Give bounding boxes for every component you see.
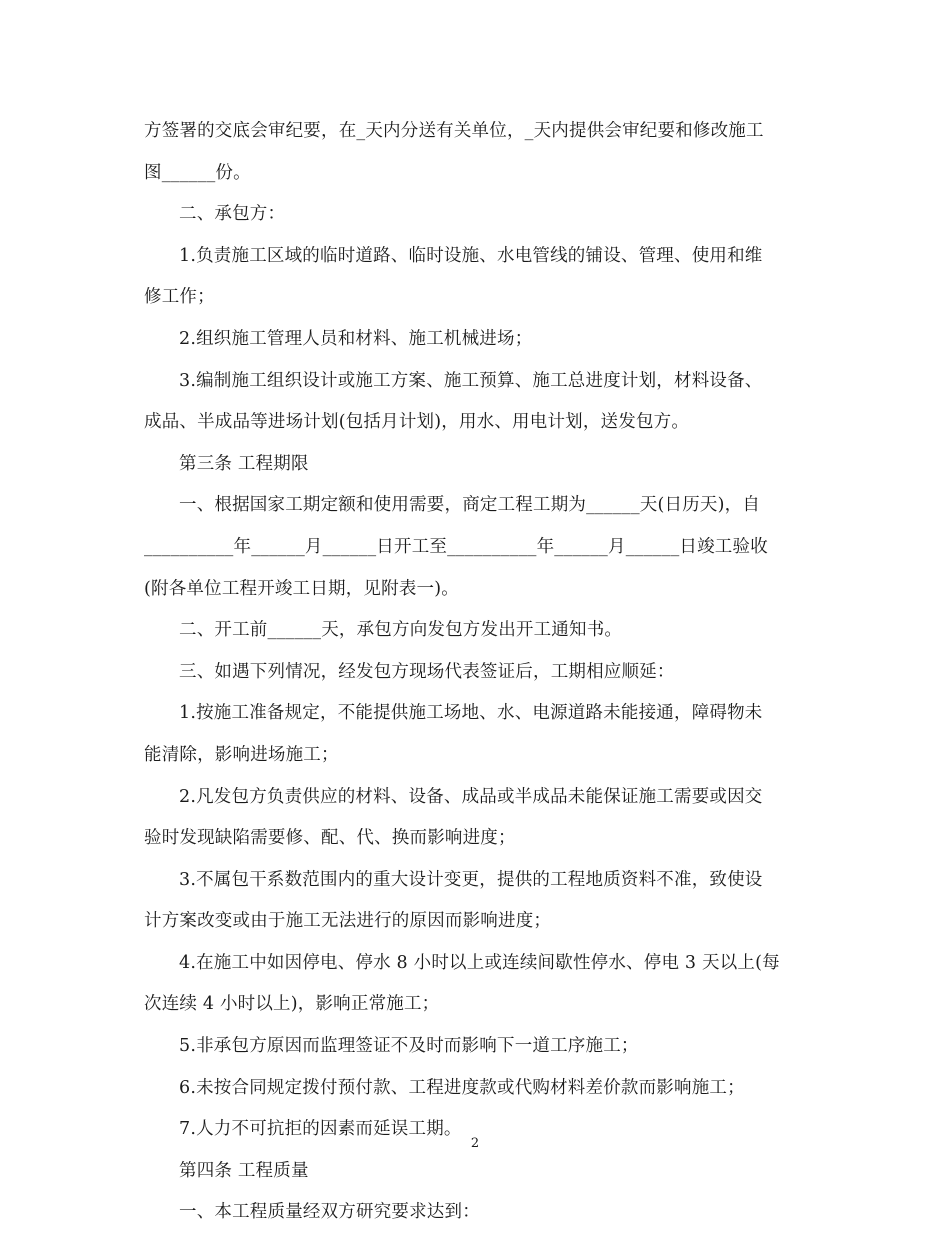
text-line: 修工作； bbox=[144, 287, 215, 308]
document-body bbox=[144, 111, 804, 1234]
text-line: 4.在施工中如因停电、停水 8 小时以上或连续间歇性停水、停电 3 天以上(每 bbox=[179, 952, 780, 973]
text-line: 一、本工程质量经双方研究要求达到： bbox=[179, 1202, 480, 1223]
text-line: 二、承包方： bbox=[179, 204, 286, 225]
text-line: 成品、半成品等进场计划(包括月计划)，用水、用电计划，送发包方。 bbox=[144, 412, 690, 433]
text-line: 一、根据国家工期定额和使用需要，商定工程工期为______天(日历天)，自 bbox=[179, 495, 761, 516]
page-number: 2 bbox=[470, 1136, 480, 1151]
text-line: 验时发现缺陷需要修、配、代、换而影响进度； bbox=[144, 828, 516, 849]
text-line: 方签署的交底会审纪要，在_天内分送有关单位，_天内提供会审纪要和修改施工 bbox=[144, 121, 764, 141]
text-line: 2.凡发包方负责供应的材料、设备、成品或半成品未能保证施工需要或因交 bbox=[179, 786, 763, 807]
text-line: 2.组织施工管理人员和材料、施工机械进场； bbox=[179, 328, 533, 349]
text-line: 3.编制施工组织设计或施工方案、施工预算、施工总进度计划，材料设备、 bbox=[179, 370, 763, 391]
text-line: 能清除，影响进场施工； bbox=[144, 744, 339, 765]
text-line: 图______份。 bbox=[144, 162, 251, 183]
text-line: (附各单位工程开竣工日期，见附表一)。 bbox=[144, 578, 459, 599]
text-line: 二、开工前______天，承包方向发包方发出开工通知书。 bbox=[179, 620, 623, 641]
text-line: __________年______月______日开工至__________年______月______日竣工验收 bbox=[144, 536, 768, 557]
text-line: 3.不属包干系数范围内的重大设计变更，提供的工程地质资料不准，致使设 bbox=[179, 869, 763, 890]
text-line: 5.非承包方原因而监理签证不及时而影响下一道工序施工； bbox=[179, 1036, 639, 1057]
text-line: 三、如遇下列情况，经发包方现场代表签证后，工期相应顺延： bbox=[179, 661, 675, 682]
text-line: 计方案改变或由于施工无法进行的原因而影响进度； bbox=[144, 911, 552, 932]
text-line: 6.未按合同规定拨付预付款、工程进度款或代购材料差价款而影响施工； bbox=[179, 1077, 745, 1098]
text-line: 1.按施工准备规定，不能提供施工场地、水、电源道路未能接通，障碍物未 bbox=[179, 703, 763, 724]
text-line: 第四条 工程质量 bbox=[179, 1160, 309, 1181]
text-line: 第三条 工程期限 bbox=[179, 453, 309, 474]
text-line: 1.负责施工区域的临时道路、临时设施、水电管线的铺设、管理、使用和维 bbox=[179, 245, 763, 266]
text-line: 次连续 4 小时以上)，影响正常施工； bbox=[144, 994, 440, 1015]
text-line: 7.人力不可抗拒的因素而延误工期。 bbox=[179, 1119, 462, 1140]
